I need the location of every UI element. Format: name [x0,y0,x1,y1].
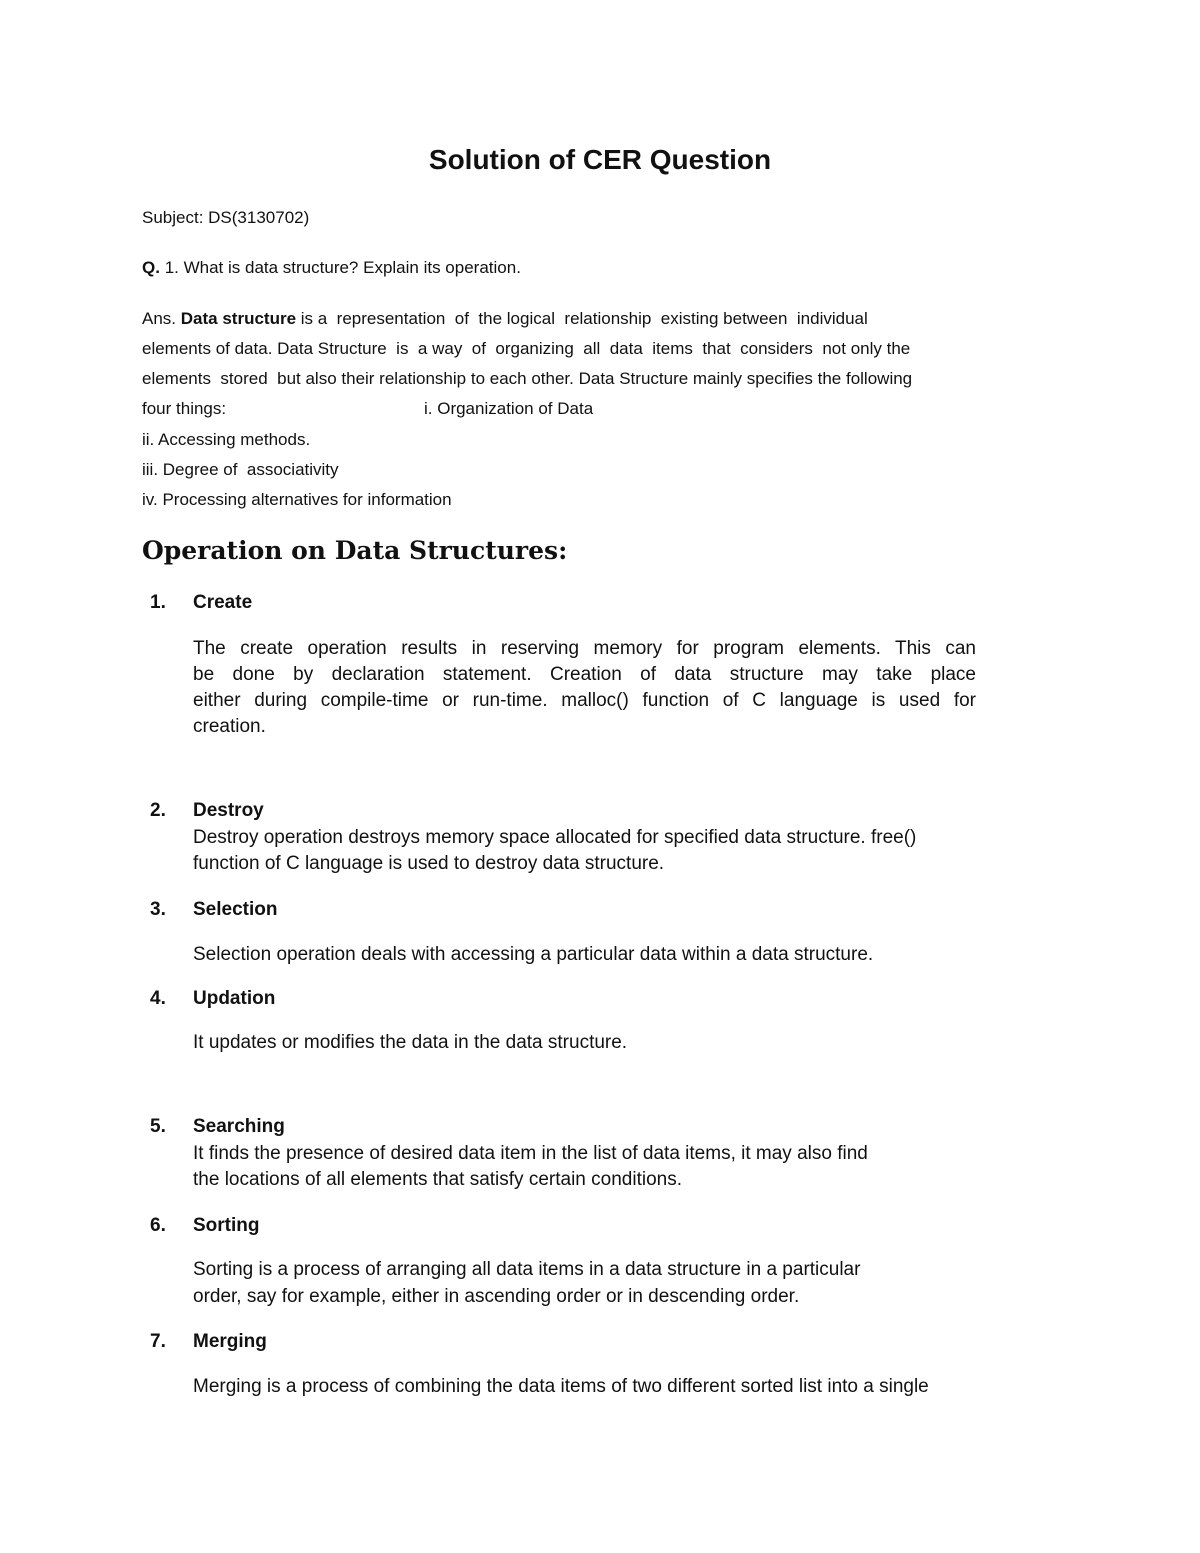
operation-text-line: Destroy operation destroys memory space allocated for specified data structure. free() [193,827,917,848]
answer-item-2: ii. Accessing methods. [142,430,311,449]
operation-title-selection: Selection [193,899,278,920]
answer-line-2: elements of data. Data Structure is a way of organizing all data items that considers not only the [142,339,911,358]
operation-title-merging: Merging [193,1331,267,1352]
operation-title-updation: Updation [193,988,276,1009]
operation-number: 5. [150,1116,166,1137]
operation-number: 7. [150,1331,166,1352]
answer-label: Ans. [142,309,177,328]
answer-term: Data structure [180,309,297,328]
operation-number: 2. [150,800,166,821]
operation-text-line: be done by declaration statement. Creation of data structure may take place [193,664,976,685]
answer-line-1-rest: is a representation of the logical relationship existing between individual [300,309,868,328]
operation-text-line: either during compile-time or run-time. malloc() function of C language is used for [193,690,976,711]
operation-text-line: It updates or modifies the data in the data structure. [193,1032,628,1053]
operation-title-searching: Searching [193,1116,285,1137]
operation-number: 3. [150,899,166,920]
answer-item-4: iv. Processing alternatives for information [142,490,452,509]
subject-line: Subject: DS(3130702) [142,208,310,227]
operation-title-create: Create [193,592,253,613]
operation-text-line: Sorting is a process of arranging all data items in a data structure in a particular [193,1259,861,1280]
question-line [142,258,521,278]
operation-text-line: the locations of all elements that satisfy certain conditions. [193,1169,682,1190]
operation-number: 1. [150,592,166,613]
operation-text-line: order, say for example, either in ascending order or in descending order. [193,1286,800,1307]
operation-title-sorting: Sorting [193,1215,260,1236]
answer-item-1: i. Organization of Data [424,399,594,418]
section-heading: Operation on Data Structures: [142,536,568,565]
answer-line-4: four things: [142,399,227,418]
operation-text-line: creation. [193,716,266,737]
operation-text-line: The create operation results in reserving memory for program elements. This can [193,638,976,659]
operation-text-line: function of C language is used to destroy data structure. [193,853,665,874]
operation-text-line: Merging is a process of combining the data items of two different sorted list into a single [193,1376,929,1397]
answer-line-1 [142,309,868,329]
operation-title-destroy: Destroy [193,800,264,821]
operation-number: 6. [150,1215,166,1236]
answer-item-3: iii. Degree of associativity [142,460,339,479]
page-title: Solution of CER Question [428,144,772,175]
question-prefix: Q. [142,258,160,277]
operation-number: 4. [150,988,166,1009]
answer-line-3: elements stored but also their relationship to each other. Data Structure mainly specifies the following [142,369,913,388]
question-text: 1. What is data structure? Explain its operation. [164,258,521,277]
operation-text-line: Selection operation deals with accessing a particular data within a data structure. [193,944,874,965]
operation-text-line: It finds the presence of desired data item in the list of data items, it may also find [193,1143,868,1164]
